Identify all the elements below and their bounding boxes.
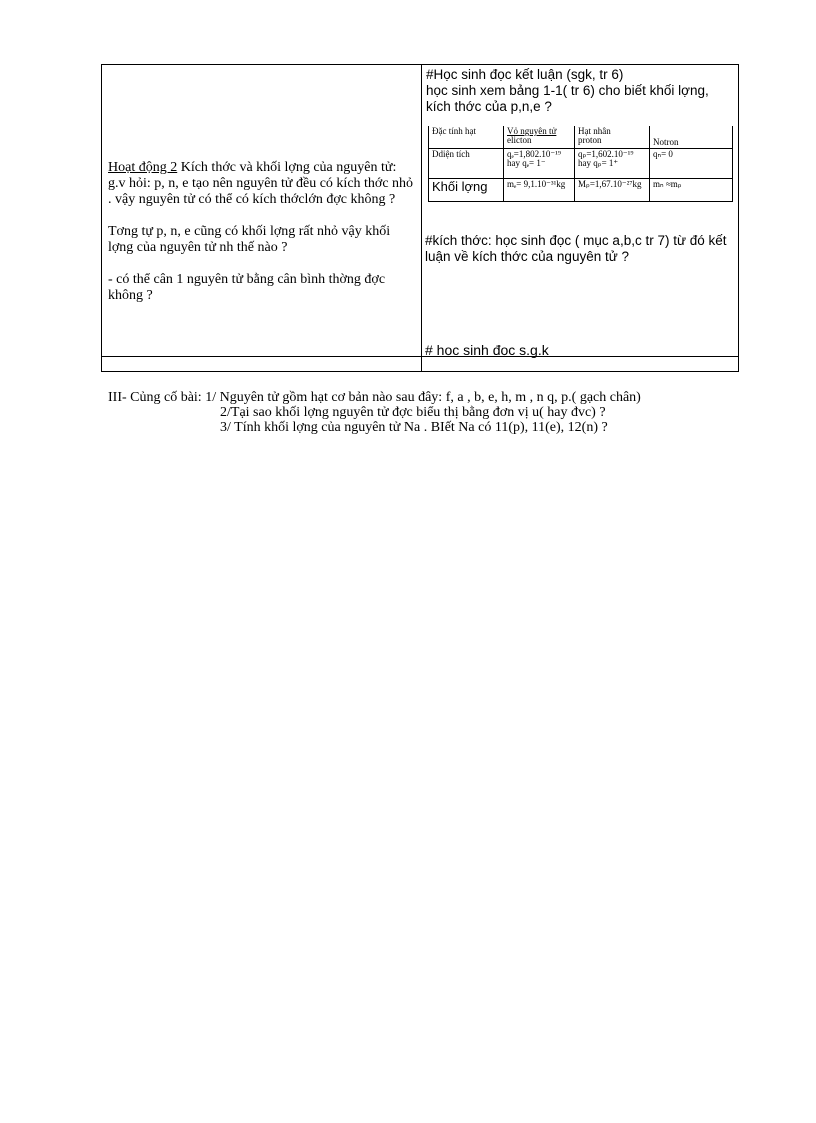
student-size-task [425, 233, 730, 265]
teacher-activity-cell [108, 160, 414, 304]
cell-electron-charge: qₑ=1,802.10⁻¹⁹ hay qₑ= 1⁻ [504, 149, 575, 179]
student-read-sgk: # học sinh đọc s.g.k [425, 342, 549, 358]
student-activity-top [426, 67, 731, 115]
cell-proton-mass: Mₚ=1,67.10⁻²⁷kg [575, 179, 650, 202]
activity-title: Hoạt động 2 [108, 160, 178, 175]
row-mass-label: Khối lợng [429, 179, 504, 202]
student-read-conclusion: #Học sinh đọc kết luận (sgk, tr 6) [426, 67, 624, 82]
student-view-table: học sinh xem bảng 1-1( tr 6) cho biết khối lợng, kích thớc của p,n,e ? [426, 83, 709, 114]
th-nucleus: Hạt nhân proton [575, 126, 650, 149]
teacher-question-size: g.v hỏi: p, n, e tạo nên nguyên tử đều có kích thớc nhỏ . vậy nguyên tử có thể có kích thớclớn đợc không ? [108, 176, 414, 207]
column-divider [421, 65, 422, 371]
cell-neutron-charge: qₙ= 0 [650, 149, 733, 179]
th-property: Đặc tính hạt [429, 126, 504, 149]
cell-electron-mass: mₑ= 9,1.10⁻³¹kg [504, 179, 575, 202]
cell-neutron-mass: mₙ ≈mₚ [650, 179, 733, 202]
th-neutron: Notron [650, 126, 733, 149]
cell-proton-charge: qₚ=1,602.10⁻¹⁹ hay qₚ= 1⁺ [575, 149, 650, 179]
lesson-table [101, 64, 739, 372]
review-question-1: III- Củng cố bài: 1/ Nguyên tử gồm hạt cơ bản nào sau đây: f, a , b, e, h, m , n q, p.( gạch chân) [108, 390, 641, 405]
review-question-2: 2/Tại sao khối lợng nguyên tử đợc biểu thị bằng đơn vị u( hay đvc) ? [220, 405, 606, 420]
student-size-text: #kích thớc: học sinh đọc ( mục a,b,c tr 7) từ đó kết luận về kích thớc của nguyên tử ? [425, 233, 727, 264]
activity-heading-rest: Kích thớc và khối lợng của nguyên tử: [177, 160, 397, 175]
review-question-3: 3/ Tính khối lợng của nguyên tử Na . BIết Na có 11(p), 11(e), 12(n) ? [220, 420, 608, 435]
teacher-question-weigh: - có thể cân 1 nguyên tử bằng cân bình thờng đợc không ? [108, 272, 386, 303]
review-section [108, 390, 768, 435]
activity-heading [108, 160, 414, 176]
teacher-question-mass: Tơng tự p, n, e cũng có khối lợng rất nhỏ vậy khối lợng của nguyên tử nh thế nào ? [108, 224, 391, 255]
row-charge-label: Ddiện tích [429, 149, 504, 179]
th-shell: Vỏ nguyên tử elicton [504, 126, 575, 149]
particle-properties-table [428, 126, 733, 202]
